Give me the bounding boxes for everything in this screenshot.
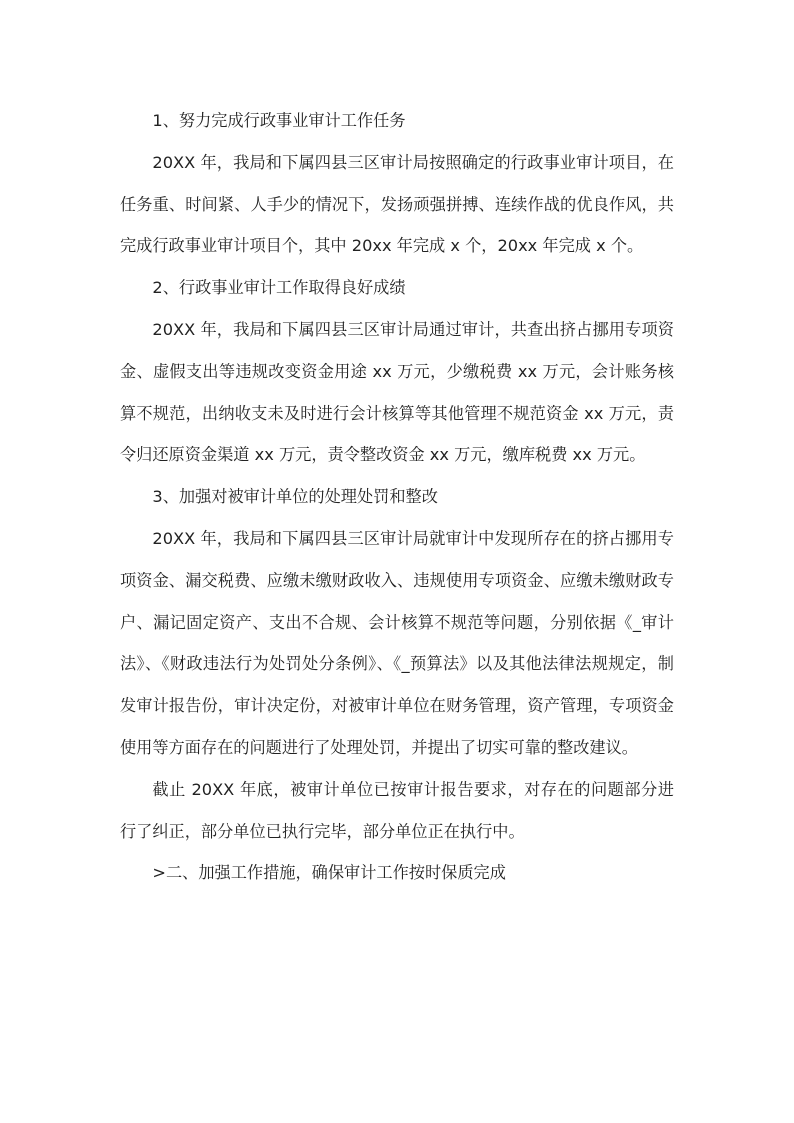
- section-heading-2: 2、行政事业审计工作取得良好成绩: [152, 278, 406, 298]
- section-heading-4: >二、加强工作措施，确保审计工作按时保质完成: [152, 863, 506, 883]
- section-heading-3: 3、加强对被审计单位的处理处罚和整改: [152, 487, 438, 507]
- paragraph-1: 20XX 年，我局和下属四县三区审计局按照确定的行政事业审计项目，在任务重、时间紧、人手少的情况下，发扬顽强拼搏、连续作战的优良作风，共完成行政事业审计项目个，其中 20xx 年完成 x 个，20xx 年完成 x 个。: [120, 152, 674, 256]
- paragraph-4: 截止 20XX 年底，被审计单位已按审计报告要求，对存在的问题部分进行了纠正，部分单位已执行完毕，部分单位正在执行中。: [120, 779, 674, 841]
- paragraph-2: 20XX 年，我局和下属四县三区审计局通过审计，共查出挤占挪用专项资金、虚假支出等违规改变资金用途 xx 万元，少缴税费 xx 万元，会计账务核算不规范，出纳收支未及时进行会计核算等其他管理不规范资金 xx 万元，责令归还原资金渠道 xx 万元，责令整改资金 xx 万元，缴库税费 xx 万元。: [120, 319, 674, 465]
- paragraph-3: 20XX 年，我局和下属四县三区审计局就审计中发现所存在的挤占挪用专项资金、漏交税费、应缴未缴财政收入、违规使用专项资金、应缴未缴财政专户、漏记固定资产、支出不合规、会计核算不规范等问题，分别依据《_审计法》、《财政违法行为处罚处分条例》、《_预算法》以及其他法律法规规定，制发审计报告份，审计决定份，对被审计单位在财务管理，资产管理，专项资金使用等方面存在的问题进行了处理处罚，并提出了切实可靠的整改建议。: [120, 528, 674, 757]
- section-heading-1: 1、努力完成行政事业审计工作任务: [152, 111, 406, 130]
- document-body: [120, 100, 674, 894]
